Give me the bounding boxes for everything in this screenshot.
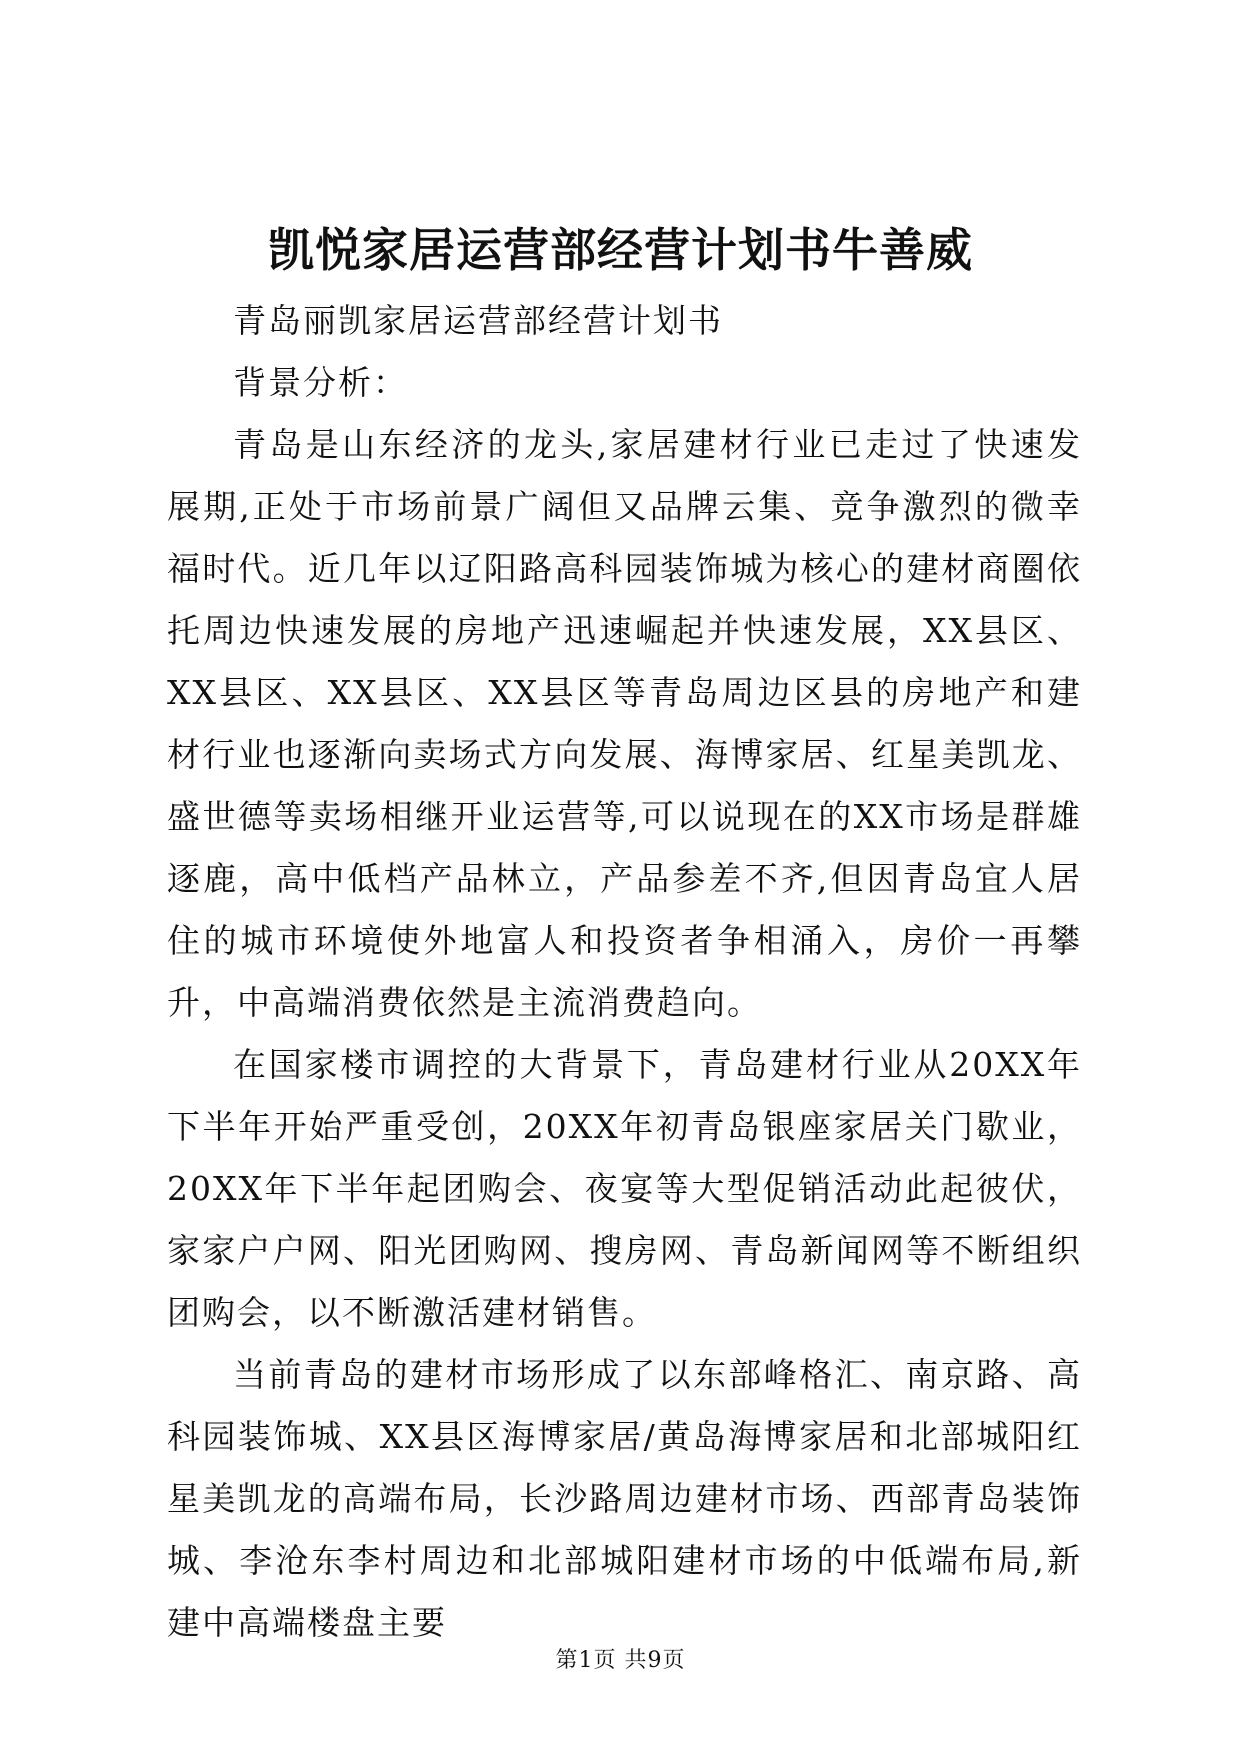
paragraph-body: 青岛是山东经济的龙头,家居建材行业已走过了快速发展期,正处于市场前景广阔但又品牌云集、竞争激烈的微幸福时代。近几年以辽阳路高科园装饰城为核心的建材商圈依托周边快速发展的房地产迅速崛起并快速发展，XX县区、XX县区、XX县区、XX县区等青岛周边区县的房地产和建材行业也逐渐向卖场式方向发展、海博家居、红星美凯龙、盛世德等卖场相继开业运营等,可以说现在的XX市场是群雄逐鹿，高中低档产品林立，产品参差不齐,但因青岛宜人居住的城市环境使外地富人和投资者争相涌入，房价一再攀升，中高端消费依然是主流消费趋向。	[167, 425, 1082, 1022]
page-number-footer: 第1页 共9页	[555, 1648, 686, 1673]
paragraph-body: 在国家楼市调控的大背景下，青岛建材行业从20XX年下半年开始严重受创，20XX年初青岛银座家居关门歇业，20XX年下半年起团购会、夜宴等大型促销活动此起彼伏，家家户户网、阳光团购网、搜房网、青岛新闻网等不断组织团购会，以不断激活建材销售。	[167, 1045, 1082, 1332]
paragraph-subtitle: 青岛丽凯家居运营部经营计划书	[233, 301, 723, 340]
document-body	[167, 290, 1082, 1654]
paragraph-section-heading: 背景分析：	[233, 363, 408, 402]
paragraph-body: 当前青岛的建材市场形成了以东部峰格汇、南京路、高科园装饰城、XX县区海博家居/黄岛海博家居和北部城阳红星美凯龙的高端布局，长沙路周边建材市场、西部青岛装饰城、李沧东李村周边和北部城阳建材市场的中低端布局,新建中高端楼盘主要	[167, 1355, 1082, 1642]
document-title: 凯悦家居运营部经营计划书牛善威	[268, 223, 973, 277]
